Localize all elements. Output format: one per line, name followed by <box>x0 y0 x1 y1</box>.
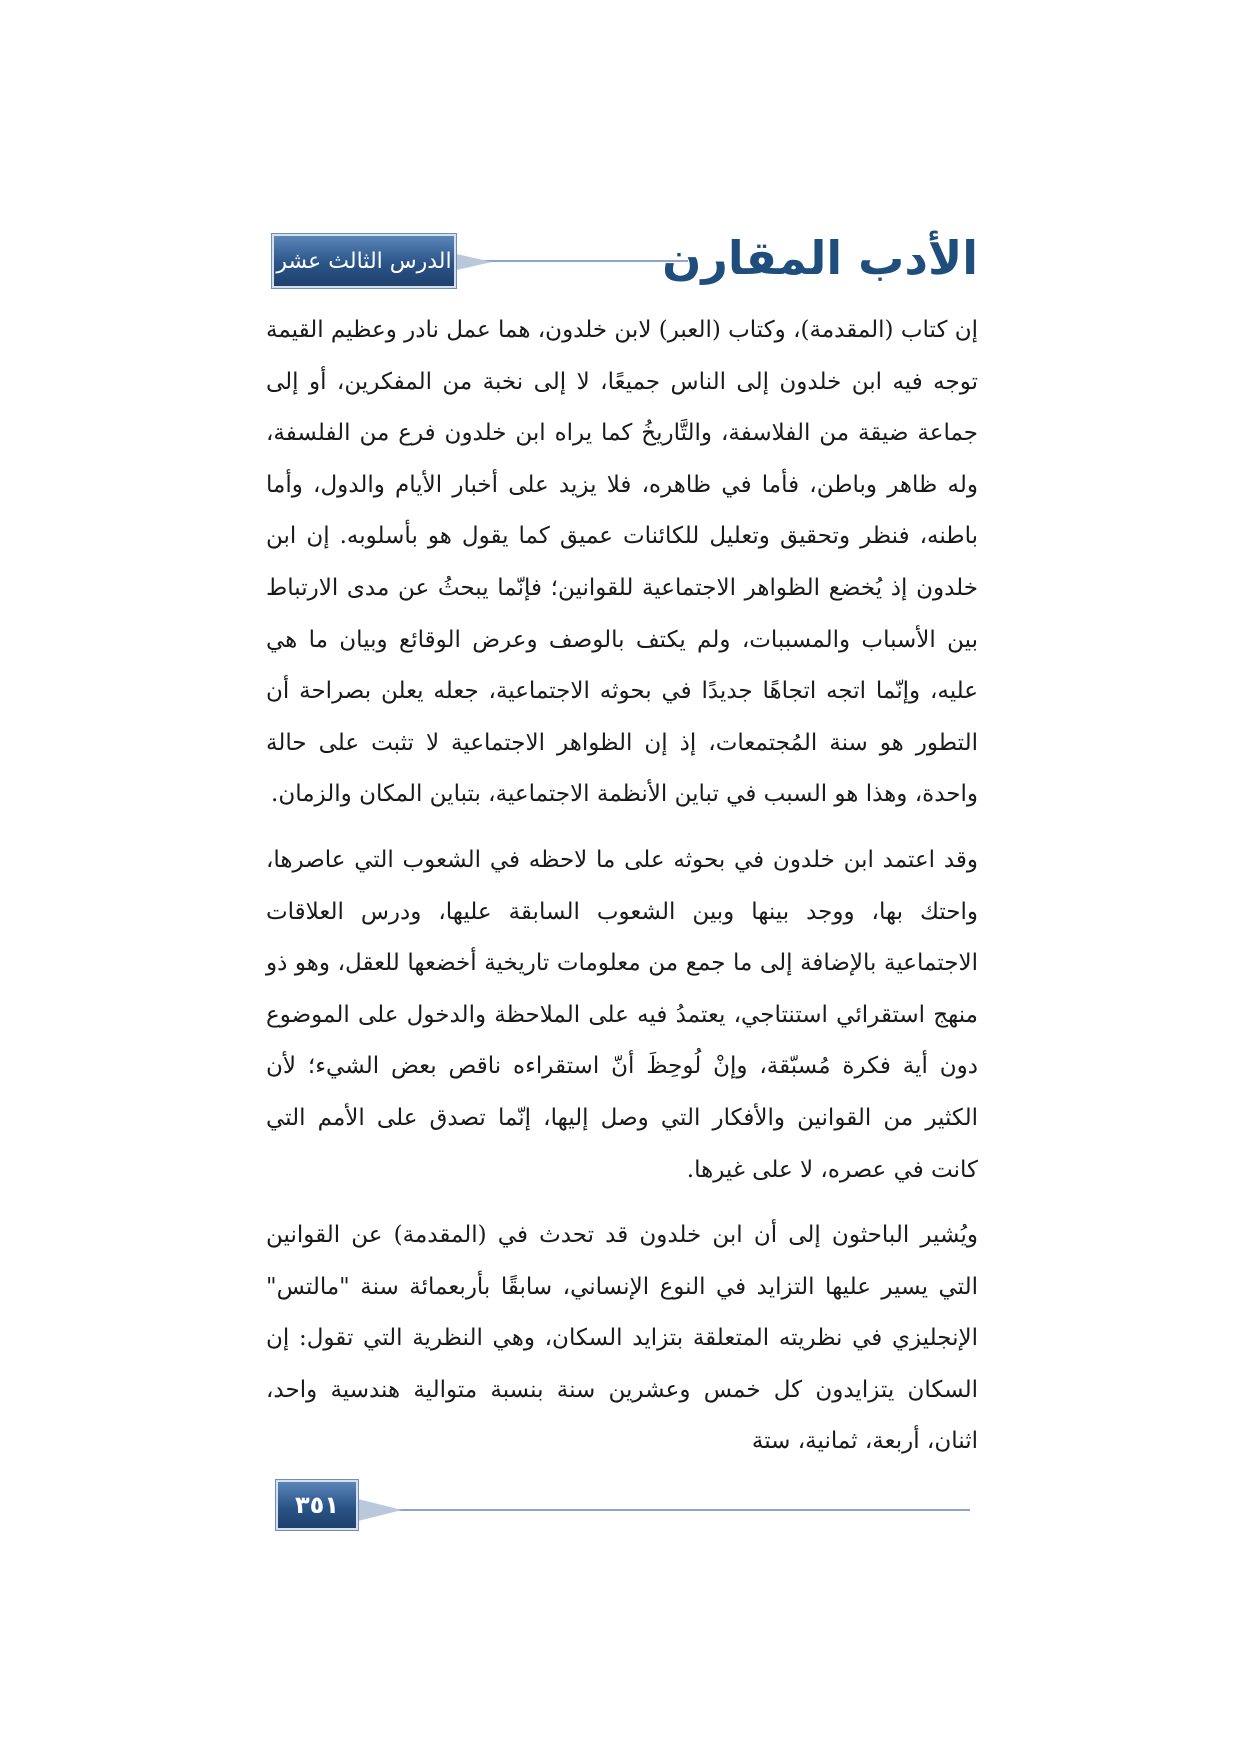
lesson-label: الدرس الثالث عشر <box>276 248 452 274</box>
paragraph-2: وقد اعتمد ابن خلدون في بحوثه على ما لاحظه في الشعوب التي عاصرها، واحتك بها، ووجد بينها وبين الشعوب السابقة عليها، ودرس العلاقات الاجتماعية بالإضافة إلى ما جمع من معلومات تاريخية أخضعها للعقل، وهو ذو منهج استقرائي استنتاجي، يعتمدُ فيه على الملاحظة والدخول على الموضوع دون أية فكرة مُسبّقة، وإنْ لُوحِظَ أنّ استقراءه ناقص بعض الشيء؛ لأن الكثير من القوانين والأفكار التي وصل إليها، إنّما تصدق على الأمم التي كانت في عصره، لا على غيرها. <box>266 846 978 1183</box>
paragraph-3: ويُشير الباحثون إلى أن ابن خلدون قد تحدث في (المقدمة) عن القوانين التي يسير عليها التزايد في النوع الإنساني، سابقًا بأربعمائة سنة "مالتس" الإنجليزي في نظريته المتعلقة بتزايد السكان، وهي النظرية التي تقول: إن السكان يتزايدون كل خمس وعشرين سنة بنسبة متوالية هندسية واحد، اثنان، أربعة، ثمانية، ستة <box>266 1222 978 1455</box>
footer-divider-wedge <box>358 1499 402 1521</box>
page-number: ٣٥١ <box>295 1491 339 1519</box>
lesson-badge <box>272 234 456 288</box>
book-title: الأدب المقارن <box>662 231 978 285</box>
header-divider-wedge <box>452 253 492 271</box>
page-body <box>266 305 978 1482</box>
paragraph-1: إن كتاب (المقدمة)، وكتاب (العبر) لابن خلدون، هما عمل نادر وعظيم القيمة توجه فيه ابن خلدون إلى الناس جميعًا، لا إلى نخبة من المفكرين، أو إلى جماعة ضيقة من الفلاسفة، والتَّاريخُ كما يراه ابن خلدون فرع من الفلسفة، وله ظاهر وباطن، فأما في ظاهره، فلا يزيد على أخبار الأيام والدول، وأما باطنه، فنظر وتحقيق وتعليل للكائنات عميق كما يقول هو بأسلوبه. إن ابن خلدون إذ يُخضع الظواهر الاجتماعية للقوانين؛ فإنّما يبحثُ عن مدى الارتباط بين الأسباب والمسببات، ولم يكتف بالوصف وعرض الوقائع وبيان ما هي عليه، وإنّما اتجه اتجاهًا جديدًا في بحوثه الاجتماعية، جعله يعلن بصراحة أن التطور هو سنة المُجتمعات، إذ إن الظواهر الاجتماعية لا تثبت على حالة واحدة، وهذا هو السبب في تباين الأنظمة الاجتماعية، بتباين المكان والزمان. <box>266 317 978 808</box>
page-number-badge <box>276 1480 358 1530</box>
footer-divider-line <box>358 1509 970 1511</box>
